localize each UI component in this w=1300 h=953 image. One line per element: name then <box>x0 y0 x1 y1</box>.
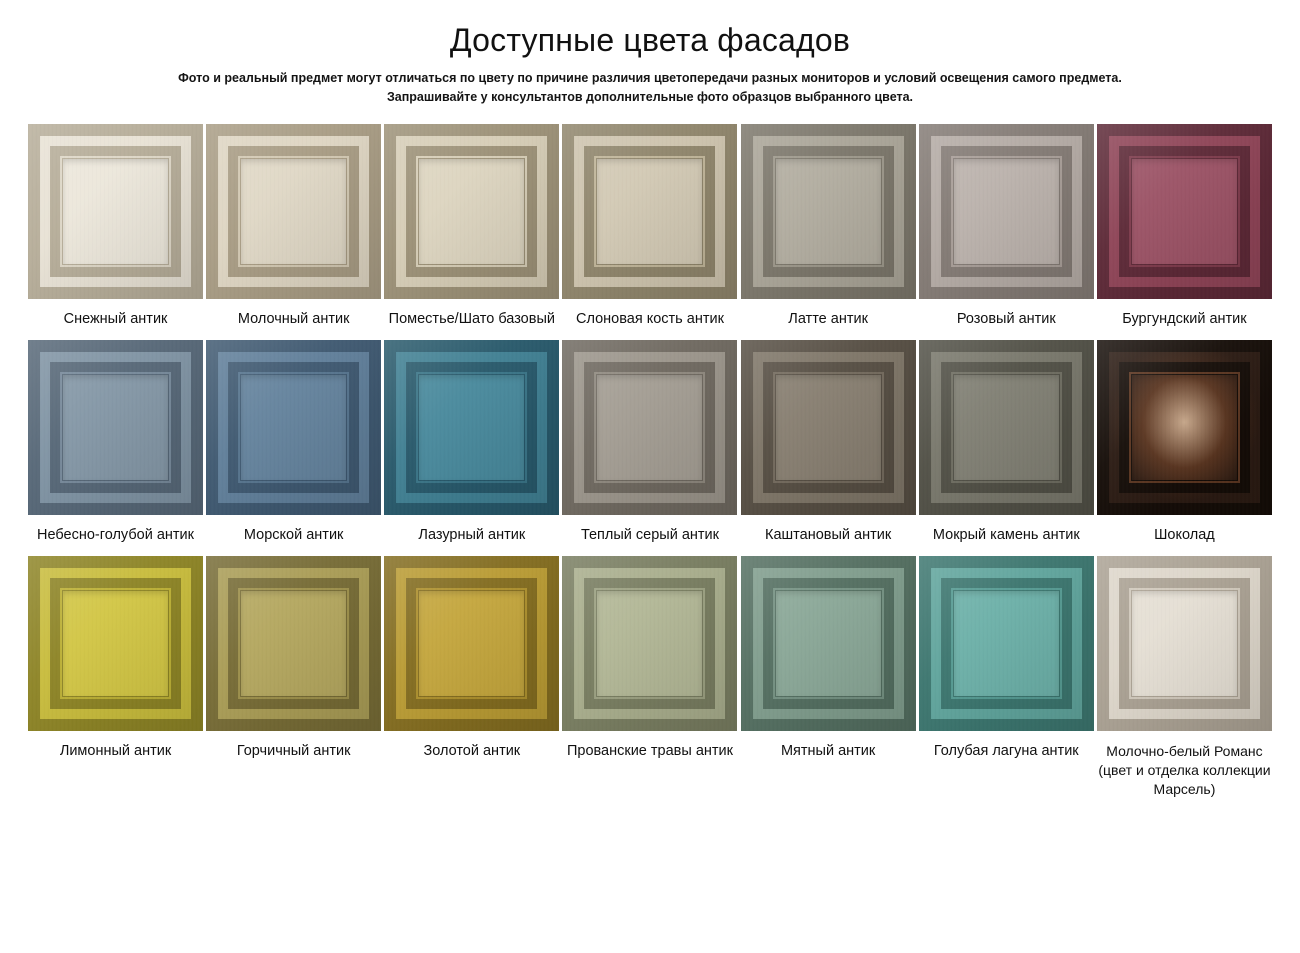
swatch-cell[interactable] <box>384 124 559 330</box>
door-sample[interactable] <box>562 556 737 731</box>
door-sample[interactable] <box>28 556 203 731</box>
door-sample[interactable] <box>741 124 916 299</box>
color-catalog-page <box>0 22 1300 953</box>
door-sample[interactable] <box>28 340 203 515</box>
swatch-row <box>28 124 1272 330</box>
swatch-cell[interactable] <box>919 556 1094 762</box>
swatch-label: Бургундский антик <box>1122 310 1247 327</box>
door-sample[interactable] <box>919 556 1094 731</box>
swatch-label: Горчичный антик <box>236 742 351 759</box>
swatch-cell[interactable] <box>741 556 916 762</box>
swatch-label: Молочный антик <box>237 310 350 327</box>
swatch-row <box>28 556 1272 799</box>
door-sample[interactable] <box>206 124 381 299</box>
door-sample[interactable] <box>384 340 559 515</box>
swatch-label: Прованские травы антик <box>566 742 733 759</box>
swatch-label: Небесно-голубой антик <box>37 526 194 543</box>
swatch-cell[interactable] <box>206 124 381 330</box>
swatch-cell[interactable] <box>562 340 737 546</box>
door-sample[interactable] <box>1097 556 1272 731</box>
door-sample[interactable] <box>741 556 916 731</box>
door-sample[interactable] <box>384 556 559 731</box>
swatch-cell[interactable] <box>1097 124 1272 330</box>
row-spacer <box>28 546 1272 556</box>
swatch-cell[interactable] <box>28 340 203 546</box>
swatch-label: Снежный антик <box>63 310 168 327</box>
swatch-cell[interactable] <box>28 124 203 330</box>
door-sample[interactable] <box>384 124 559 299</box>
swatch-cell[interactable] <box>562 124 737 330</box>
door-sample[interactable] <box>28 124 203 299</box>
swatch-label: Поместье/Шато базовый <box>388 310 555 327</box>
swatch-label: Каштановый антик <box>765 526 892 543</box>
disclaimer-line-1: Фото и реальный предмет могут отличаться по цвету по причине различия цветопередачи разных мониторов и условий освещения самого предмета. <box>178 71 1122 85</box>
swatch-label: Золотой антик <box>423 742 521 759</box>
disclaimer-line-2: Запрашивайте у консультантов дополнительные фото образцов выбранного цвета. <box>386 90 914 105</box>
swatch-label: Мятный антик <box>780 742 876 759</box>
swatch-label: Розовый антик <box>956 310 1056 327</box>
swatch-cell[interactable] <box>919 124 1094 330</box>
disclaimer-note <box>85 69 1215 108</box>
swatch-label: Морской антик <box>243 526 344 543</box>
swatch-label: Теплый серый антик <box>580 526 719 543</box>
door-sample[interactable] <box>1097 340 1272 515</box>
door-sample[interactable] <box>562 124 737 299</box>
door-sample[interactable] <box>1097 124 1272 299</box>
swatch-row <box>28 340 1272 546</box>
page-title: Доступные цвета фасадов <box>449 22 851 58</box>
swatch-label: Слоновая кость антик <box>576 310 724 327</box>
swatch-cell[interactable] <box>741 124 916 330</box>
swatch-cell[interactable] <box>384 340 559 546</box>
swatch-cell[interactable] <box>28 556 203 762</box>
swatch-label: Лимонный антик <box>59 742 172 759</box>
door-sample[interactable] <box>741 340 916 515</box>
swatch-cell[interactable] <box>919 340 1094 546</box>
door-sample[interactable] <box>206 556 381 731</box>
swatch-label: Латте антик <box>788 310 868 327</box>
swatch-cell[interactable] <box>562 556 737 762</box>
swatch-cell[interactable] <box>206 556 381 762</box>
swatch-cell[interactable] <box>741 340 916 546</box>
door-sample[interactable] <box>919 340 1094 515</box>
swatch-cell[interactable] <box>1097 556 1272 799</box>
swatch-cell[interactable] <box>1097 340 1272 546</box>
swatch-label: Лазурный антик <box>418 526 526 543</box>
swatch-label: Мокрый камень антик <box>932 526 1080 543</box>
swatch-cell[interactable] <box>206 340 381 546</box>
swatch-label: Молочно-белый Романс (цвет и отделка коллекции Марсель) <box>1098 742 1271 797</box>
door-sample[interactable] <box>206 340 381 515</box>
swatch-label: Шоколад <box>1154 526 1215 543</box>
door-sample[interactable] <box>919 124 1094 299</box>
row-spacer <box>28 330 1272 340</box>
door-sample[interactable] <box>562 340 737 515</box>
swatch-grid <box>28 124 1272 799</box>
swatch-label: Голубая лагуна антик <box>933 742 1079 759</box>
swatch-cell[interactable] <box>384 556 559 762</box>
